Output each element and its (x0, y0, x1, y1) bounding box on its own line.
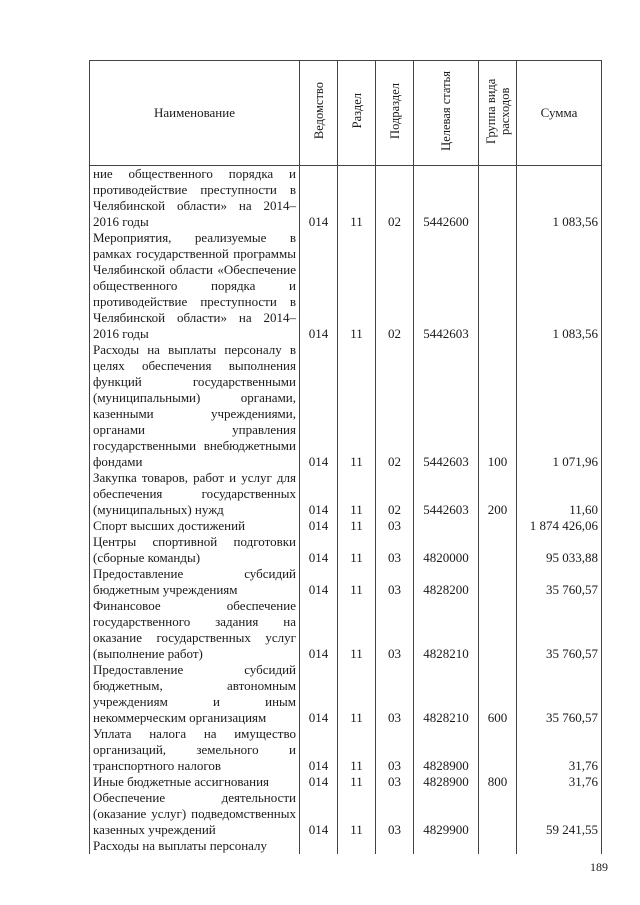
row-name-cell: Иные бюджетные ассигнования (90, 774, 300, 790)
row-summa-cell: 35 760,57 (517, 598, 602, 662)
row-vedomstvo-cell: 014 (300, 518, 338, 534)
row-podrazdel-cell: 02 (376, 342, 414, 470)
table-row (90, 230, 602, 342)
row-razdel-cell: 11 (338, 534, 376, 566)
row-gruppa-cell (479, 518, 517, 534)
row-razdel-cell: 11 (338, 470, 376, 518)
row-tselevaya-cell: 4820000 (414, 534, 479, 566)
row-tselevaya-cell: 5442603 (414, 470, 479, 518)
row-razdel-cell: 11 (338, 662, 376, 726)
row-vedomstvo-cell: 014 (300, 598, 338, 662)
row-vedomstvo-cell: 014 (300, 470, 338, 518)
row-name-cell: Расходы на выплаты персоналу (90, 838, 300, 854)
row-name-cell: Уплата налога на имущество организаций, земельного и транспортного налогов (90, 726, 300, 774)
row-tselevaya-cell: 4828900 (414, 726, 479, 774)
row-vedomstvo-cell: 014 (300, 534, 338, 566)
row-gruppa-cell (479, 790, 517, 838)
table-row (90, 342, 602, 470)
row-tselevaya-cell: 5442603 (414, 342, 479, 470)
row-podrazdel-cell: 03 (376, 662, 414, 726)
row-name-cell: ние общественного порядка и противодействие преступности в Челябинской области» на 2014–2016 годы (90, 166, 300, 231)
header-summa: Сумма (517, 61, 602, 166)
table-row (90, 470, 602, 518)
row-gruppa-cell: 800 (479, 774, 517, 790)
row-name-cell: Центры спортивной подготовки (сборные команды) (90, 534, 300, 566)
table-row (90, 534, 602, 566)
table-row (90, 598, 602, 662)
row-summa-cell: 31,76 (517, 774, 602, 790)
row-summa-cell: 35 760,57 (517, 662, 602, 726)
row-name-cell: Обеспечение деятельности (оказание услуг) подведомственных казенных учреждений (90, 790, 300, 838)
row-razdel-cell: 11 (338, 598, 376, 662)
table-row (90, 838, 602, 854)
row-name-cell: Предоставление субсидий бюджетным, автономным учреждениям и иным некоммерческим организациям (90, 662, 300, 726)
row-podrazdel-cell: 03 (376, 726, 414, 774)
header-razdel: Раздел (338, 61, 376, 166)
table-row (90, 774, 602, 790)
budget-table (89, 60, 602, 854)
row-gruppa-cell: 100 (479, 342, 517, 470)
header-gruppa: Группа вида расходов (479, 61, 517, 166)
row-vedomstvo-cell: 014 (300, 166, 338, 231)
row-name-cell: Предоставление субсидий бюджетным учреждениям (90, 566, 300, 598)
row-name-cell: Финансовое обеспечение государственного задания на оказание государственных услуг (выполнение работ) (90, 598, 300, 662)
table-row (90, 726, 602, 774)
row-podrazdel-cell: 03 (376, 518, 414, 534)
row-vedomstvo-cell: 014 (300, 230, 338, 342)
table-row (90, 790, 602, 838)
row-summa-cell: 1 083,56 (517, 230, 602, 342)
row-gruppa-cell (479, 166, 517, 231)
row-podrazdel-cell: 02 (376, 230, 414, 342)
header-tselevaya: Целевая статья (414, 61, 479, 166)
row-razdel-cell: 11 (338, 342, 376, 470)
row-razdel-cell: 11 (338, 166, 376, 231)
row-tselevaya-cell: 5442603 (414, 230, 479, 342)
row-vedomstvo-cell (300, 838, 338, 854)
row-gruppa-cell: 600 (479, 662, 517, 726)
row-gruppa-cell (479, 566, 517, 598)
table-row (90, 566, 602, 598)
row-podrazdel-cell: 02 (376, 166, 414, 231)
row-name-cell: Закупка товаров, работ и услуг для обеспечения государственных (муниципальных) нужд (90, 470, 300, 518)
row-razdel-cell: 11 (338, 230, 376, 342)
table-row (90, 518, 602, 534)
row-gruppa-cell (479, 598, 517, 662)
row-name-cell: Расходы на выплаты персоналу в целях обеспечения выполнения функций государственными (муниципальными) органами, казенными учреждениями, органами управления государственными внебюджетными фондами (90, 342, 300, 470)
row-tselevaya-cell: 5442600 (414, 166, 479, 231)
header-podrazdel: Подраздел (376, 61, 414, 166)
row-summa-cell: 1 071,96 (517, 342, 602, 470)
row-summa-cell: 35 760,57 (517, 566, 602, 598)
table-header-row (90, 61, 602, 166)
table-row (90, 166, 602, 231)
row-vedomstvo-cell: 014 (300, 726, 338, 774)
row-razdel-cell: 11 (338, 566, 376, 598)
row-gruppa-cell (479, 726, 517, 774)
row-gruppa-cell (479, 534, 517, 566)
row-podrazdel-cell: 03 (376, 598, 414, 662)
row-summa-cell: 95 033,88 (517, 534, 602, 566)
header-name: Наименование (90, 61, 300, 166)
row-podrazdel-cell: 03 (376, 774, 414, 790)
row-gruppa-cell (479, 230, 517, 342)
row-razdel-cell (338, 838, 376, 854)
row-name-cell: Мероприятия, реализуемые в рамках государственной программы Челябинской области «Обеспечение общественного порядка и противодействие преступности в Челябинской области» на 2014–2016 годы (90, 230, 300, 342)
table-body (90, 166, 602, 855)
row-summa-cell: 31,76 (517, 726, 602, 774)
row-razdel-cell: 11 (338, 774, 376, 790)
row-razdel-cell: 11 (338, 726, 376, 774)
table-row (90, 662, 602, 726)
row-podrazdel-cell: 03 (376, 534, 414, 566)
row-summa-cell: 59 241,55 (517, 790, 602, 838)
row-razdel-cell: 11 (338, 518, 376, 534)
row-tselevaya-cell: 4828900 (414, 774, 479, 790)
row-gruppa-cell (479, 838, 517, 854)
row-name-cell: Спорт высших достижений (90, 518, 300, 534)
row-tselevaya-cell: 4828210 (414, 598, 479, 662)
row-vedomstvo-cell: 014 (300, 566, 338, 598)
row-vedomstvo-cell: 014 (300, 342, 338, 470)
row-razdel-cell: 11 (338, 790, 376, 838)
row-summa-cell: 11,60 (517, 470, 602, 518)
row-summa-cell (517, 838, 602, 854)
row-vedomstvo-cell: 014 (300, 790, 338, 838)
row-vedomstvo-cell: 014 (300, 662, 338, 726)
row-tselevaya-cell: 4829900 (414, 790, 479, 838)
row-summa-cell: 1 874 426,06 (517, 518, 602, 534)
row-tselevaya-cell (414, 518, 479, 534)
page-number: 189 (590, 860, 608, 874)
row-podrazdel-cell: 03 (376, 566, 414, 598)
row-gruppa-cell: 200 (479, 470, 517, 518)
row-summa-cell: 1 083,56 (517, 166, 602, 231)
row-tselevaya-cell: 4828200 (414, 566, 479, 598)
row-vedomstvo-cell: 014 (300, 774, 338, 790)
header-vedomstvo: Ведомство (300, 61, 338, 166)
row-podrazdel-cell: 02 (376, 470, 414, 518)
row-podrazdel-cell (376, 838, 414, 854)
row-tselevaya-cell (414, 838, 479, 854)
row-podrazdel-cell: 03 (376, 790, 414, 838)
row-tselevaya-cell: 4828210 (414, 662, 479, 726)
